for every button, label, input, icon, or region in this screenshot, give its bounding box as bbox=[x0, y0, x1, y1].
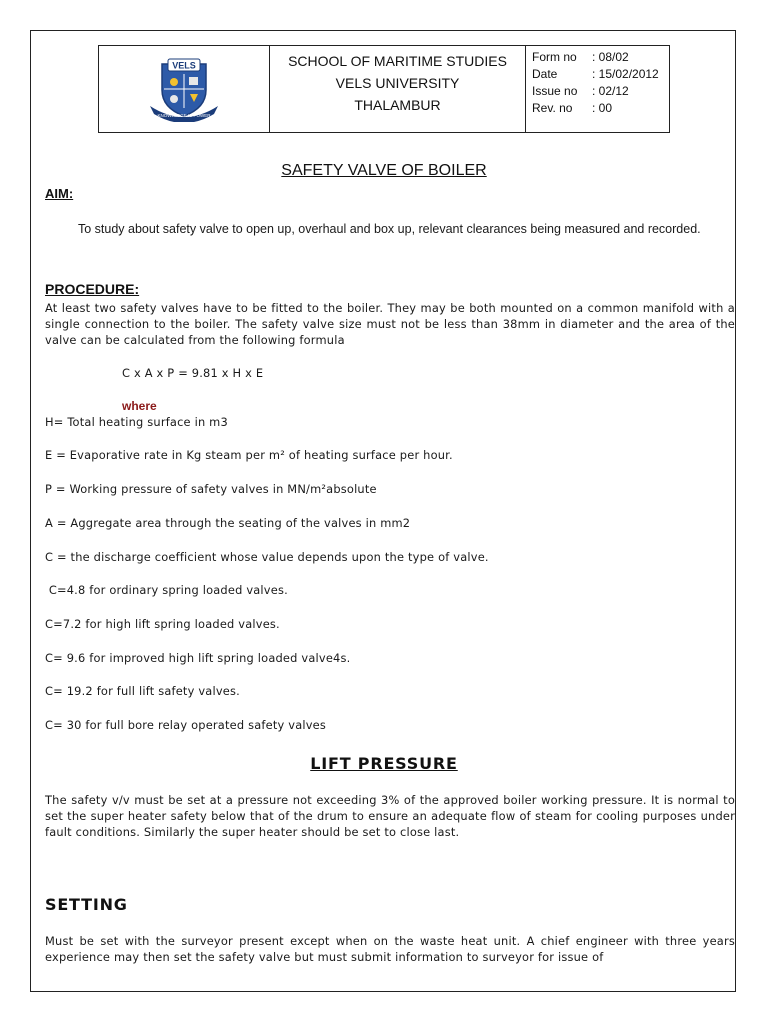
definition-a: A = Aggregate area through the seating of the valves in mm2 bbox=[45, 516, 411, 530]
coefficient-full-lift: C= 19.2 for full lift safety valves. bbox=[45, 684, 240, 698]
school-cell bbox=[270, 46, 526, 132]
school-name: SCHOOL OF MARITIME STUDIES bbox=[288, 53, 507, 69]
logo-cell bbox=[99, 46, 270, 132]
lift-pressure-heading: LIFT PRESSURE bbox=[310, 754, 458, 773]
form-no-row: Form no : 08/02 bbox=[532, 50, 629, 64]
lift-pressure-text: The safety v/v must be set at a pressure not exceeding 3% of the approved boiler working pressure. It is normal to set the super heater safety below that of the drum to ensure an adequate flow of steam for cooling purposes under fault conditions. Similarly the super heater should be set to close last. bbox=[45, 793, 735, 839]
rev-no-row: Rev. no : 00 bbox=[532, 101, 613, 115]
coefficient-ordinary: C=4.8 for ordinary spring loaded valves. bbox=[45, 583, 288, 597]
date-row: Date : 15/02/2012 bbox=[532, 67, 659, 81]
procedure-heading: PROCEDURE: bbox=[45, 281, 140, 297]
logo-text: VELS bbox=[172, 60, 196, 71]
header-table bbox=[98, 45, 670, 133]
definition-c: C = the discharge coefficient whose value depends upon the type of valve. bbox=[45, 550, 489, 564]
aim-text: To study about safety valve to open up, overhaul and box up, relevant clearances being measured and recorded. bbox=[78, 222, 701, 236]
form-info-cell bbox=[526, 46, 669, 132]
coefficient-high-lift: C=7.2 for high lift spring loaded valves. bbox=[45, 617, 280, 631]
issue-no-row: Issue no : 02/12 bbox=[532, 84, 629, 98]
logo-ribbon-text: KNOWLEDGE IS POWER bbox=[157, 113, 211, 118]
definition-e: E = Evaporative rate in Kg steam per m² of heating surface per hour. bbox=[45, 448, 453, 462]
document-title: SAFETY VALVE OF BOILER bbox=[281, 162, 487, 179]
where-label: where bbox=[122, 399, 157, 413]
setting-heading: SETTING bbox=[45, 895, 128, 914]
aim-heading: AIM: bbox=[45, 186, 74, 201]
vels-logo-icon bbox=[142, 56, 226, 122]
procedure-text: At least two safety valves have to be fitted to the boiler. They may be both mounted on a common manifold with a single connection to the boiler. The safety valve size must not be less than 38mm in diameter and the area of the valve can be calculated from the following formula bbox=[45, 301, 735, 347]
formula: C x A x P = 9.81 x H x E bbox=[122, 366, 264, 380]
university-name: VELS UNIVERSITY bbox=[335, 75, 460, 91]
definition-h: H= Total heating surface in m3 bbox=[45, 415, 228, 429]
coefficient-full-bore: C= 30 for full bore relay operated safety valves bbox=[45, 718, 327, 732]
coefficient-improved: C= 9.6 for improved high lift spring loaded valve4s. bbox=[45, 651, 351, 665]
definition-p: P = Working pressure of safety valves in MN/m²absolute bbox=[45, 482, 377, 496]
setting-text: Must be set with the surveyor present except when on the waste heat unit. A chief engineer with three years experience may then set the safety valve but must submit information to surveyor for issue of bbox=[45, 934, 735, 964]
location-name: THALAMBUR bbox=[354, 97, 441, 113]
